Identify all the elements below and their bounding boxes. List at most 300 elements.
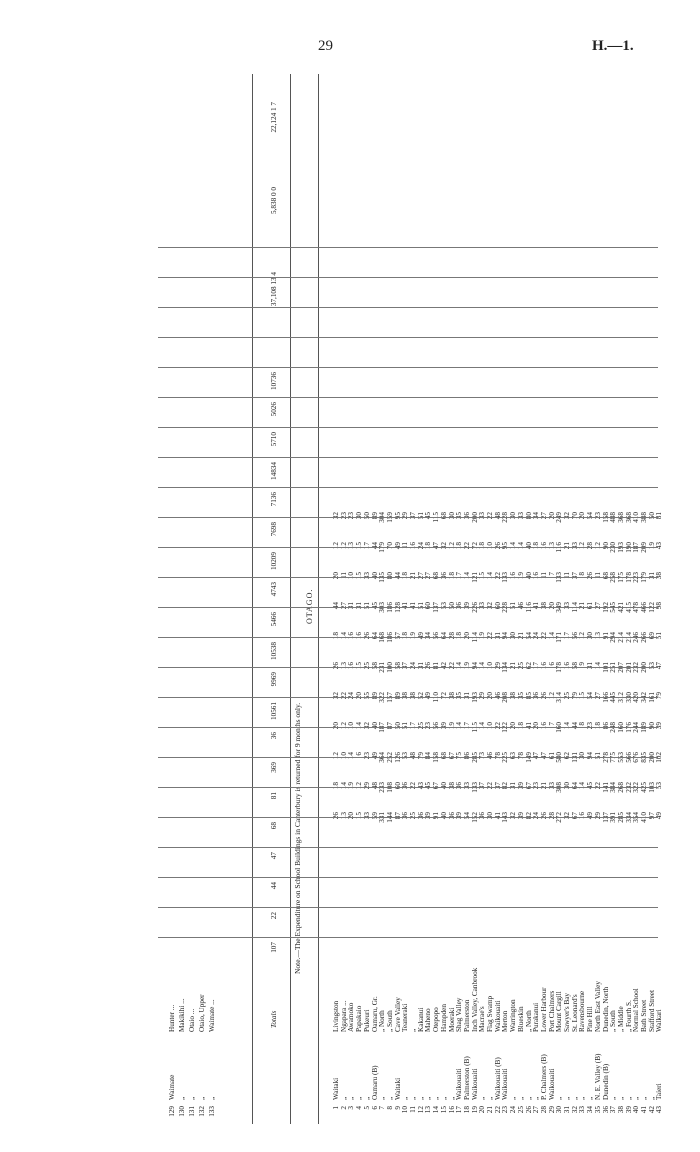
attendance-value: 95 bbox=[501, 542, 510, 550]
row-number: 34 bbox=[586, 1106, 595, 1114]
attendance-value: 29 bbox=[401, 512, 410, 520]
school-name: Hunter ... bbox=[168, 1004, 176, 1032]
attendance-value: 20 bbox=[486, 692, 494, 700]
row-number: 5 bbox=[362, 1106, 371, 1110]
attendance-value: 37 bbox=[493, 782, 502, 790]
attendance-value: 8 bbox=[578, 722, 587, 726]
attendance-value: 22 bbox=[486, 512, 494, 520]
district-name: Waikouaiti bbox=[470, 1068, 479, 1100]
attendance-value: 61 bbox=[547, 752, 556, 760]
attendance-value: 50 bbox=[362, 512, 371, 520]
row-number: 8 bbox=[385, 1106, 394, 1110]
attendance-value: 51 bbox=[593, 752, 602, 760]
attendance-value: 26 bbox=[362, 632, 371, 640]
attendance-value: 47 bbox=[432, 542, 441, 550]
attendance-value: 12 bbox=[578, 632, 587, 640]
attendance-value: 60 bbox=[393, 782, 402, 790]
attendance-value: 16 bbox=[578, 812, 587, 820]
attendance-value: 278 bbox=[601, 752, 610, 763]
row-number: 129 bbox=[168, 1106, 176, 1117]
column-rule bbox=[158, 487, 658, 488]
attendance-value: 29 bbox=[362, 782, 371, 790]
attendance-value: 103 bbox=[647, 782, 656, 793]
attendance-value: 37 bbox=[401, 662, 410, 670]
school-name: North East Valley bbox=[593, 981, 602, 1032]
attendance-value: 80 bbox=[524, 512, 533, 520]
attendance-value: 63 bbox=[509, 752, 518, 760]
attendance-value: 18 bbox=[516, 722, 525, 730]
attendance-value: 94 bbox=[501, 632, 510, 640]
column-rule bbox=[158, 877, 658, 878]
attendance-value: 33 bbox=[362, 572, 371, 580]
attendance-value: 294 bbox=[609, 632, 618, 643]
school-name: „ North bbox=[378, 1010, 387, 1032]
totals-value: 22 bbox=[270, 912, 278, 920]
attendance-value: 110 bbox=[432, 692, 441, 703]
attendance-value: 39 bbox=[424, 812, 433, 820]
attendance-value: 12 bbox=[447, 542, 456, 550]
totals-value: 10561 bbox=[270, 702, 278, 720]
attendance-value: 31 bbox=[493, 632, 502, 640]
school-name: Palmerston bbox=[462, 999, 471, 1032]
attendance-value: 53 bbox=[439, 602, 448, 610]
attendance-value: 133 bbox=[501, 572, 510, 583]
column-rule bbox=[158, 727, 658, 728]
attendance-value: 25 bbox=[516, 662, 525, 670]
attendance-value: 26 bbox=[539, 692, 548, 700]
row-number: 14 bbox=[432, 1106, 441, 1114]
attendance-value: 228 bbox=[501, 512, 510, 523]
column-rule bbox=[158, 547, 658, 548]
row-number: 131 bbox=[188, 1106, 196, 1117]
attendance-value: 368 bbox=[624, 512, 633, 523]
row-number: 37 bbox=[609, 1106, 618, 1114]
district-name: „ bbox=[416, 1096, 425, 1100]
attendance-value: 342 bbox=[640, 692, 648, 703]
attendance-value: 36 bbox=[439, 572, 448, 580]
attendance-value: 23 bbox=[339, 512, 348, 520]
attendance-value: 126 bbox=[393, 752, 402, 763]
attendance-value: 22 bbox=[339, 692, 348, 700]
attendance-value: 10 bbox=[486, 722, 494, 730]
school-name: Dunedin, North bbox=[601, 986, 610, 1032]
attendance-value: 160 bbox=[616, 722, 625, 733]
attendance-value: 48 bbox=[409, 752, 417, 760]
attendance-value: 209 bbox=[640, 542, 648, 553]
district-name: „ bbox=[447, 1096, 456, 1100]
attendance-value: 179 bbox=[378, 542, 387, 553]
attendance-value: 25 bbox=[409, 812, 417, 820]
attendance-value: 248 bbox=[609, 722, 618, 733]
school-name: St. Leonard's bbox=[570, 994, 579, 1032]
attendance-value: 70 bbox=[570, 512, 579, 520]
row-number: 36 bbox=[601, 1106, 610, 1114]
attendance-value: 143 bbox=[501, 812, 510, 823]
district-name: Waikouaiti bbox=[547, 1068, 556, 1100]
attendance-value: 19 bbox=[516, 572, 525, 580]
district-name: Taieri bbox=[655, 1083, 664, 1100]
attendance-value: 9 bbox=[578, 662, 587, 666]
district-name: „ bbox=[647, 1096, 656, 1100]
district-name: Waitaki bbox=[393, 1077, 402, 1100]
attendance-value: 64 bbox=[439, 632, 448, 640]
school-name: Maheno bbox=[424, 1008, 433, 1032]
district-name: Waimate bbox=[168, 1074, 176, 1100]
attendance-value: 17 bbox=[455, 572, 464, 580]
attendance-value: 42 bbox=[439, 662, 448, 670]
district-name: „ bbox=[578, 1096, 587, 1100]
attendance-value: 24 bbox=[347, 692, 356, 700]
attendance-value: 85 bbox=[524, 692, 533, 700]
attendance-value: 72 bbox=[439, 692, 448, 700]
attendance-value: 12 bbox=[339, 722, 348, 730]
attendance-value: 36 bbox=[401, 782, 410, 790]
attendance-value: 131 bbox=[570, 752, 579, 763]
attendance-value: 36 bbox=[401, 812, 410, 820]
attendance-value: 45 bbox=[424, 782, 433, 790]
school-name: Ravensbourne bbox=[578, 990, 587, 1032]
attendance-value: 41 bbox=[532, 602, 541, 610]
attendance-value: 81 bbox=[432, 662, 441, 670]
attendance-value: 137 bbox=[432, 602, 441, 613]
totals-value: 5466 bbox=[270, 612, 278, 627]
attendance-value: 20 bbox=[462, 632, 471, 640]
school-name: Otaio, Upper bbox=[198, 994, 206, 1032]
row-number: 31 bbox=[563, 1106, 571, 1114]
attendance-value: 31 bbox=[355, 602, 364, 610]
attendance-value: 32 bbox=[486, 602, 494, 610]
attendance-value: 18 bbox=[332, 632, 340, 640]
attendance-value: 421 bbox=[616, 602, 625, 613]
district-name: „ bbox=[563, 1096, 571, 1100]
attendance-value: 23 bbox=[532, 782, 541, 790]
row-number: 27 bbox=[532, 1106, 541, 1114]
attendance-value: 223 bbox=[632, 572, 641, 583]
attendance-value: 775 bbox=[609, 752, 618, 763]
attendance-value: 26 bbox=[539, 812, 548, 820]
attendance-value: 22 bbox=[486, 782, 494, 790]
attendance-value: 82 bbox=[524, 812, 533, 820]
school-name: Pukeuri bbox=[362, 1009, 371, 1032]
attendance-value: 186 bbox=[385, 632, 394, 643]
attendance-value: 14 bbox=[516, 542, 525, 550]
attendance-value: 20 bbox=[347, 812, 356, 820]
attendance-value: 20 bbox=[578, 512, 587, 520]
attendance-value: 57 bbox=[393, 632, 402, 640]
attendance-value: 160 bbox=[555, 722, 564, 733]
attendance-value: 40 bbox=[439, 782, 448, 790]
attendance-value: 100 bbox=[385, 662, 394, 673]
attendance-value: 91 bbox=[601, 632, 610, 640]
attendance-value: 23 bbox=[593, 512, 602, 520]
attendance-value: 33 bbox=[570, 542, 579, 550]
column-rule bbox=[158, 787, 658, 788]
row-number: 133 bbox=[208, 1106, 216, 1117]
attendance-value: 364 bbox=[378, 752, 387, 763]
attendance-value: 14 bbox=[509, 542, 518, 550]
column-rule bbox=[158, 637, 658, 638]
attendance-value: 26 bbox=[332, 812, 340, 820]
district-name: „ bbox=[198, 1096, 206, 1100]
district-name: „ bbox=[401, 1096, 410, 1100]
attendance-value: 225 bbox=[501, 752, 510, 763]
attendance-value: 187 bbox=[632, 542, 641, 553]
attendance-value: 14 bbox=[593, 662, 602, 670]
attendance-value: 67 bbox=[447, 752, 456, 760]
attendance-value: 285 bbox=[470, 752, 479, 763]
attendance-value: 33 bbox=[516, 512, 525, 520]
attendance-value: 22 bbox=[493, 572, 502, 580]
school-name: Papakaio bbox=[355, 1005, 364, 1032]
district-name: „ bbox=[632, 1096, 641, 1100]
attendance-value: 31 bbox=[509, 782, 518, 790]
row-number: 1 bbox=[332, 1106, 340, 1110]
attendance-value: 26 bbox=[493, 542, 502, 550]
totals-value: 4743 bbox=[270, 582, 278, 597]
attendance-value: 38 bbox=[539, 602, 548, 610]
district-name: N. E. Valley (B) bbox=[593, 1053, 602, 1100]
attendance-value: 22 bbox=[493, 722, 502, 730]
school-name: Oamaru, Gr. bbox=[370, 996, 379, 1032]
divider bbox=[252, 74, 253, 1124]
school-name: „ North bbox=[524, 1010, 533, 1032]
divider bbox=[290, 74, 291, 1124]
attendance-value: 36 bbox=[462, 512, 471, 520]
row-number: 30 bbox=[555, 1106, 564, 1114]
attendance-value: 161 bbox=[647, 692, 656, 703]
attendance-value: 30 bbox=[486, 812, 494, 820]
district-name: „ bbox=[188, 1096, 196, 1100]
attendance-value: 22 bbox=[486, 632, 494, 640]
attendance-value: 384 bbox=[609, 782, 618, 793]
attendance-value: 39 bbox=[455, 812, 464, 820]
district-name: „ bbox=[486, 1096, 494, 1100]
column-rule bbox=[158, 307, 658, 308]
school-name: Otepopo bbox=[432, 1007, 441, 1032]
attendance-value: 14 bbox=[462, 572, 471, 580]
attendance-value: 39 bbox=[462, 602, 471, 610]
attendance-value: 38 bbox=[401, 692, 410, 700]
attendance-value: 23 bbox=[586, 722, 595, 730]
attendance-value: 44 bbox=[393, 572, 402, 580]
attendance-value: 40 bbox=[370, 572, 379, 580]
attendance-value: 32 bbox=[563, 812, 571, 820]
district-name: „ bbox=[570, 1096, 579, 1100]
attendance-value: 54 bbox=[462, 812, 471, 820]
attendance-value: 12 bbox=[355, 782, 364, 790]
column-rule bbox=[158, 337, 658, 338]
attendance-value: 149 bbox=[524, 752, 533, 763]
attendance-value: 388 bbox=[640, 512, 648, 523]
attendance-value: 19 bbox=[647, 542, 656, 550]
attendance-value: 266 bbox=[640, 632, 648, 643]
attendance-value: 68 bbox=[432, 572, 441, 580]
row-number: 38 bbox=[616, 1106, 625, 1114]
school-name: Waikouaiti bbox=[493, 1000, 502, 1032]
totals-value: 81 bbox=[270, 792, 278, 800]
attendance-value: 18 bbox=[455, 542, 464, 550]
row-number: 39 bbox=[624, 1106, 633, 1114]
attendance-value: 186 bbox=[385, 602, 394, 613]
school-name: Walkari bbox=[655, 1009, 664, 1032]
attendance-value: 38 bbox=[447, 782, 456, 790]
attendance-value: 13 bbox=[593, 632, 602, 640]
attendance-value: 16 bbox=[563, 662, 571, 670]
attendance-value: 28 bbox=[447, 632, 456, 640]
attendance-value: 425 bbox=[640, 782, 648, 793]
district-name: „ bbox=[516, 1096, 525, 1100]
school-name: Waimate ... bbox=[208, 999, 216, 1032]
row-number: 26 bbox=[524, 1106, 533, 1114]
attendance-value: 15 bbox=[355, 572, 364, 580]
row-number: 130 bbox=[178, 1106, 186, 1117]
attendance-value: 20 bbox=[332, 572, 340, 580]
attendance-value: 144 bbox=[385, 812, 394, 823]
attendance-value: 19 bbox=[462, 662, 471, 670]
attendance-value: 11 bbox=[401, 542, 410, 549]
attendance-value: 38 bbox=[447, 692, 456, 700]
attendance-value: 68 bbox=[601, 572, 610, 580]
attendance-value: 14 bbox=[347, 752, 356, 760]
attendance-value: 27 bbox=[539, 512, 548, 520]
attendance-value: 24 bbox=[416, 542, 425, 550]
school-name: Pine Hill bbox=[586, 1006, 595, 1032]
attendance-value: 37 bbox=[478, 782, 487, 790]
attendance-value: 30 bbox=[509, 632, 518, 640]
school-name: Awamoko bbox=[347, 1002, 356, 1032]
attendance-value: 835 bbox=[640, 752, 648, 763]
school-name: Livingston bbox=[332, 1000, 340, 1032]
attendance-value: 79 bbox=[655, 692, 664, 700]
attendance-value: 56 bbox=[432, 722, 441, 730]
attendance-value: 18 bbox=[478, 542, 487, 550]
attendance-value: 32 bbox=[332, 512, 340, 520]
attendance-value: 18 bbox=[332, 782, 340, 790]
attendance-value: 159 bbox=[385, 512, 394, 523]
attendance-value: 49 bbox=[655, 812, 664, 820]
attendance-value: 81 bbox=[655, 512, 664, 520]
school-name: Otaio ... bbox=[188, 1008, 196, 1032]
attendance-value: 20 bbox=[509, 722, 518, 730]
attendance-value: 33 bbox=[478, 512, 487, 520]
attendance-value: 122 bbox=[501, 722, 510, 733]
footnote: Note.—The Expenditure on School Buildings in Canterbury is returned for 9 months only. bbox=[293, 702, 302, 974]
totals-value: 14834 bbox=[270, 462, 278, 480]
attendance-value: 78 bbox=[493, 752, 502, 760]
attendance-value: 31 bbox=[462, 692, 471, 700]
attendance-value: 73 bbox=[478, 752, 487, 760]
attendance-value: 94 bbox=[586, 752, 595, 760]
school-name: Teaneraki bbox=[401, 1003, 410, 1032]
attendance-value: 50 bbox=[447, 602, 456, 610]
totals-value: 5026 bbox=[270, 402, 278, 417]
attendance-value: 14 bbox=[563, 722, 571, 730]
attendance-value: 16 bbox=[355, 632, 364, 640]
attendance-value: 95 bbox=[393, 512, 402, 520]
school-name: Cave Valley bbox=[393, 997, 402, 1032]
school-name: Merton bbox=[501, 1010, 510, 1032]
attendance-value: 545 bbox=[609, 602, 618, 613]
district-name: „ bbox=[555, 1096, 564, 1100]
attendance-value: 58 bbox=[570, 662, 579, 670]
attendance-value: 14 bbox=[486, 572, 494, 580]
row-number: 4 bbox=[355, 1106, 364, 1110]
attendance-value: 175 bbox=[616, 572, 625, 583]
attendance-value: 44 bbox=[570, 722, 579, 730]
section-heading: OTAGO. bbox=[305, 588, 314, 624]
attendance-value: 33 bbox=[547, 782, 556, 790]
attendance-value: 101 bbox=[601, 662, 610, 673]
column-rule bbox=[158, 667, 658, 668]
attendance-value: 68 bbox=[439, 752, 448, 760]
district-name: Waitaki bbox=[332, 1077, 340, 1100]
attendance-value: 246 bbox=[632, 632, 641, 643]
divider bbox=[318, 74, 319, 1124]
attendance-value: 82 bbox=[501, 782, 510, 790]
attendance-value: 36 bbox=[532, 692, 541, 700]
attendance-value: 322 bbox=[632, 782, 641, 793]
attendance-value: 27 bbox=[416, 572, 425, 580]
attendance-value: 45 bbox=[586, 782, 595, 790]
attendance-value: 38 bbox=[655, 572, 664, 580]
attendance-value: 64 bbox=[570, 782, 579, 790]
attendance-value: 303 bbox=[378, 602, 387, 613]
row-number: 42 bbox=[647, 1106, 656, 1114]
district-name: „ bbox=[624, 1096, 633, 1100]
attendance-value: 44 bbox=[370, 542, 379, 550]
row-number: 18 bbox=[462, 1106, 471, 1114]
attendance-value: 10 bbox=[347, 722, 356, 730]
attendance-value: 200 bbox=[647, 752, 656, 763]
attendance-value: 86 bbox=[462, 752, 471, 760]
attendance-value: 21 bbox=[539, 782, 548, 790]
attendance-value: 23 bbox=[347, 512, 356, 520]
attendance-value: 18 bbox=[401, 632, 410, 640]
attendance-value: 52 bbox=[416, 692, 425, 700]
attendance-value: 6 bbox=[547, 662, 556, 666]
attendance-value: 354 bbox=[632, 812, 641, 823]
attendance-value: 189 bbox=[640, 722, 648, 733]
row-number: 40 bbox=[632, 1106, 641, 1114]
attendance-value: 24 bbox=[532, 812, 541, 820]
attendance-value: 20 bbox=[332, 722, 340, 730]
attendance-value: 13 bbox=[339, 812, 348, 820]
attendance-value: 308 bbox=[555, 782, 564, 793]
attendance-value: 30 bbox=[355, 512, 364, 520]
attendance-value: 193 bbox=[470, 692, 479, 703]
row-number: 132 bbox=[198, 1106, 206, 1117]
attendance-value: 48 bbox=[370, 782, 379, 790]
attendance-value: 75 bbox=[455, 752, 464, 760]
attendance-value: 27 bbox=[593, 602, 602, 610]
attendance-value: 40 bbox=[524, 572, 533, 580]
school-name: Ngapara ... bbox=[339, 1000, 348, 1032]
attendance-value: 80 bbox=[385, 572, 394, 580]
row-number: 33 bbox=[578, 1106, 587, 1114]
totals-value: 9969 bbox=[270, 672, 278, 687]
attendance-value: 128 bbox=[393, 602, 402, 613]
attendance-value: 13 bbox=[347, 542, 356, 550]
attendance-value: 11 bbox=[563, 572, 571, 579]
attendance-value: 7 bbox=[547, 572, 556, 576]
attendance-value: 230 bbox=[609, 542, 618, 553]
attendance-value: 18 bbox=[401, 572, 410, 580]
attendance-value: 97 bbox=[647, 812, 656, 820]
attendance-value: 14 bbox=[339, 632, 348, 640]
row-number: 12 bbox=[416, 1106, 425, 1114]
attendance-value: 21 bbox=[578, 602, 587, 610]
attendance-value: 114 bbox=[470, 632, 479, 643]
